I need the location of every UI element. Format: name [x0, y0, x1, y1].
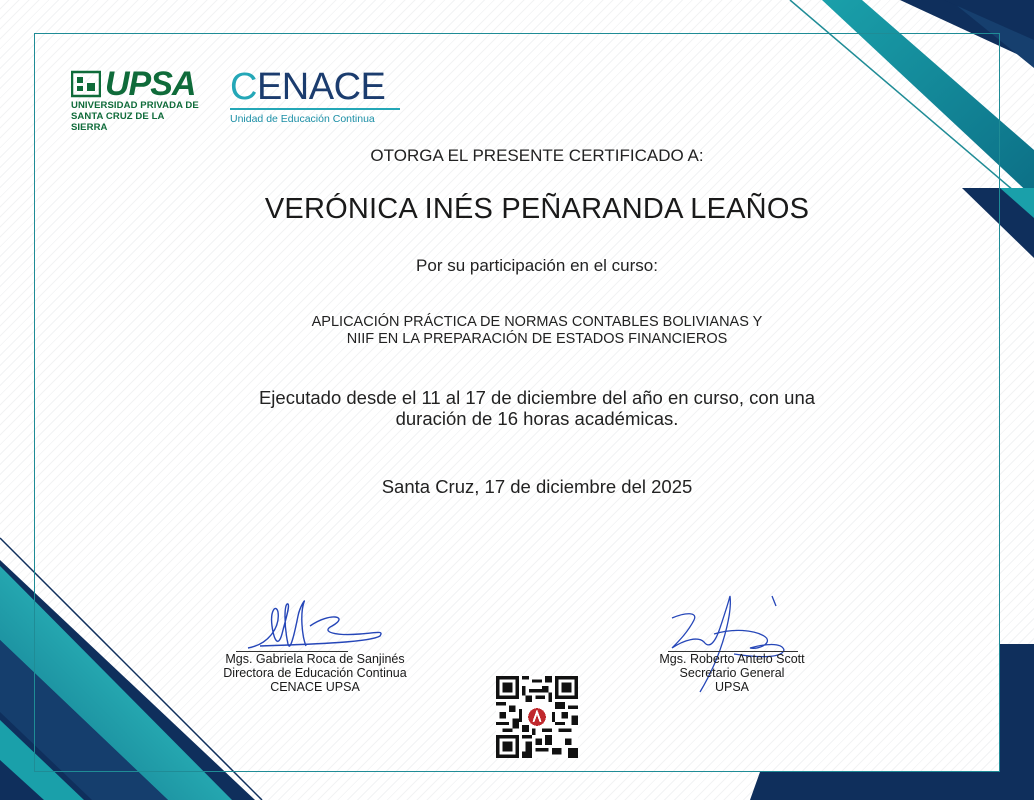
execution-line2: duración de 16 horas académicas. [395, 408, 679, 429]
upsa-subtitle-1: UNIVERSIDAD PRIVADA DE [71, 100, 199, 111]
course-title-line1: APLICACIÓN PRÁCTICA DE NORMAS CONTABLES BOLIVIANAS Y [311, 314, 763, 330]
cenace-logo [230, 68, 405, 125]
execution-text [0, 387, 1034, 429]
corner-shape [1000, 644, 1034, 800]
signature-right-name: Mgs. Roberto Antelo Scott [659, 652, 805, 666]
certificate-heading: OTORGA EL PRESENTE CERTIFICADO A: [370, 146, 704, 165]
signature-right [632, 652, 832, 694]
recipient-name: VERÓNICA INÉS PEÑARANDA LEAÑOS [264, 193, 810, 225]
signature-right-org: UPSA [714, 680, 750, 694]
signature-left-title: Directora de Educación Continua [223, 666, 407, 680]
place-date: Santa Cruz, 17 de diciembre del 2025 [381, 476, 693, 497]
qr-code-icon[interactable] [496, 676, 578, 758]
cenace-subtitle: Unidad de Educación Continua [230, 113, 375, 125]
upsa-logo [71, 65, 203, 133]
cenace-underline [230, 108, 400, 110]
signature-left-drawing [240, 596, 390, 656]
signature-left [200, 652, 430, 694]
upsa-wordmark: UPSA [105, 65, 196, 103]
cenace-wordmark-c: C [230, 66, 257, 108]
signature-right-title: Secretario General [679, 666, 785, 680]
course-title-line2: NIIF EN LA PREPARACIÓN DE ESTADOS FINANCIEROS [346, 331, 728, 347]
cenace-wordmark-rest: ENACE [256, 66, 386, 108]
signature-left-name: Mgs. Gabriela Roca de Sanjinés [225, 652, 405, 666]
upsa-emblem-icon [71, 70, 101, 98]
upsa-logo-mark [71, 65, 203, 103]
execution-line1: Ejecutado desde el 11 al 17 de diciembre del año en curso, con una [258, 387, 816, 408]
upsa-subtitle-2: SANTA CRUZ DE LA SIERRA [71, 111, 165, 133]
signature-left-org: CENACE UPSA [270, 680, 360, 694]
cenace-wordmark [230, 68, 405, 106]
participation-text: Por su participación en el curso: [416, 256, 658, 275]
course-title [0, 314, 1034, 348]
corner-shape [750, 772, 1000, 800]
